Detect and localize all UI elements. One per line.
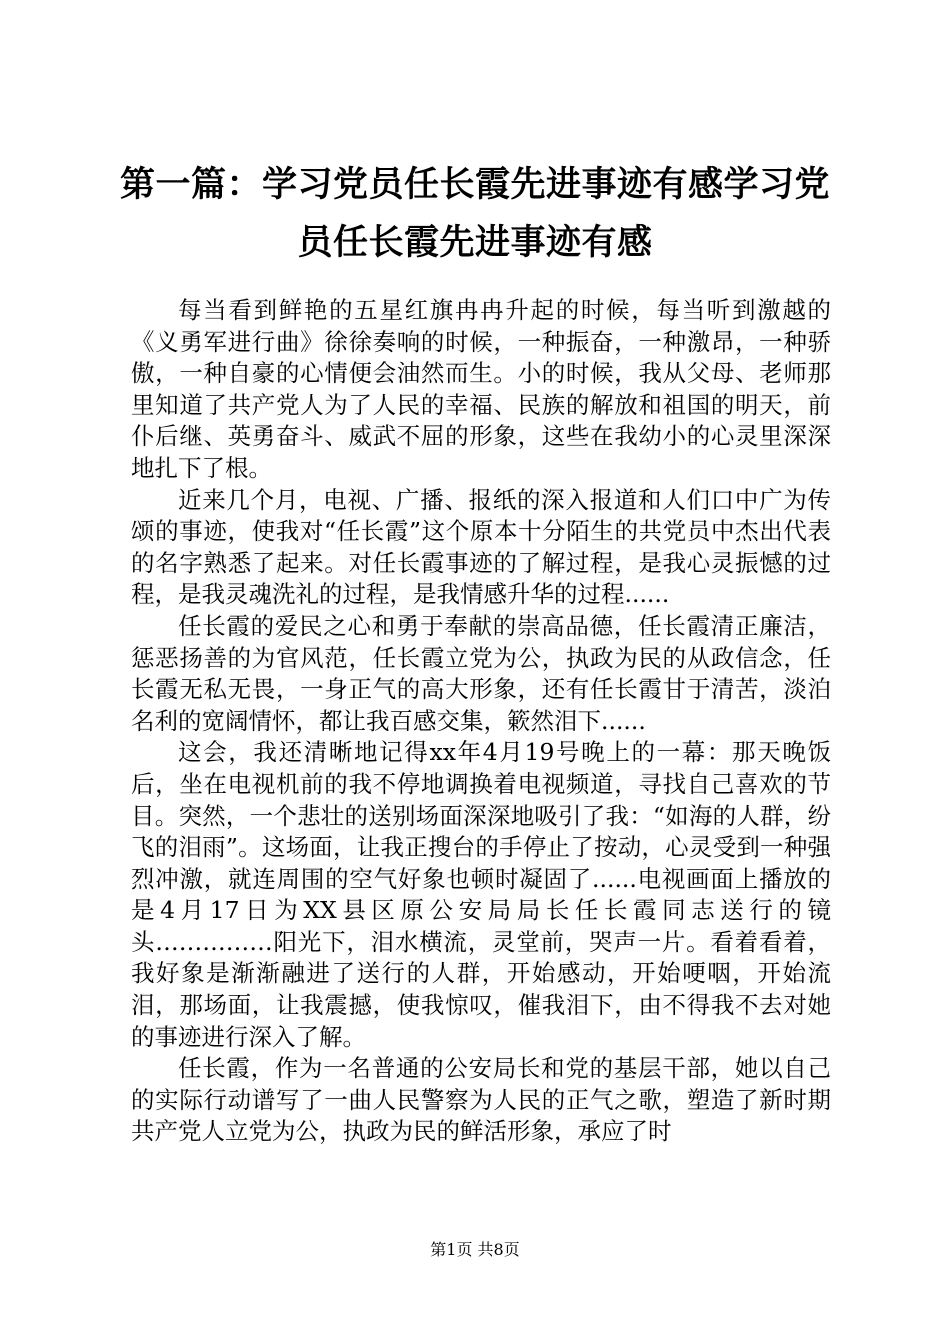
page-footer <box>0 1240 950 1260</box>
paragraph-1: 每当看到鲜艳的五星红旗冉冉升起的时候，每当听到激越的《义勇军进行曲》徐徐奏响的时候，一种振奋，一种激昂，一种骄傲，一种自豪的心情便会油然而生。小的时候，我从父母、老师那里知道了共产党人为了人民的幸福、民族的解放和祖国的明天，前仆后继、英勇奋斗、威武不屈的形象，这些在我幼小的心灵里深深地扎下了根。 <box>131 296 831 482</box>
paragraph-3: 任长霞的爱民之心和勇于奉献的崇高品德，任长霞清正廉洁，惩恶扬善的为官风范，任长霞立党为公，执政为民的从政信念，任长霞无私无畏，一身正气的高大形象，还有任长霞甘于清苦，淡泊名利的宽阔情怀，都让我百感交集，簌然泪下...... <box>131 611 831 735</box>
page-number: 第1页 共8页 <box>430 1240 520 1259</box>
document-body <box>131 295 831 1148</box>
paragraph-4: 这会，我还清晰地记得xx年4月19号晚上的一幕：那天晚饭后，坐在电视机前的我不停地调换着电视频道，寻找自己喜欢的节目。突然，一个悲壮的送别场面深深地吸引了我：“如海的人群，纷飞的泪雨”。这场面，让我正搜台的手停止了按动，心灵受到一种强烈冲激，就连周围的空气好象也顿时凝固了......电视画面上播放的是4月17日为XX县区原公安局局长任长霞同志送行的镜头……………阳光下，泪水横流，灵堂前，哭声一片。看着看着，我好象是渐渐融进了送行的人群，开始感动，开始哽咽，开始流泪，那场面，让我震撼，使我惊叹，催我泪下，由不得我不去对她的事迹进行深入了解。 <box>131 738 831 1051</box>
title-line-1: 第一篇：学习党员任长霞先进事迹有感学习党 <box>119 165 830 205</box>
document-title <box>110 156 840 272</box>
paragraph-5: 任长霞，作为一名普通的公安局长和党的基层干部，她以自己的实际行动谱写了一曲人民警察为人民的正气之歌，塑造了新时期共产党人立党为公，执政为民的鲜活形象，承应了时 <box>131 1054 831 1146</box>
paragraph-2: 近来几个月，电视、广播、报纸的深入报道和人们口中广为传颂的事迹，使我对“任长霞”这个原本十分陌生的共党员中杰出代表的名字熟悉了起来。对任长霞事迹的了解过程，是我心灵振憾的过程，是我灵魂洗礼的过程，是我情感升华的过程...... <box>131 485 831 609</box>
title-line-2: 员任长霞先进事迹有感 <box>297 223 653 263</box>
